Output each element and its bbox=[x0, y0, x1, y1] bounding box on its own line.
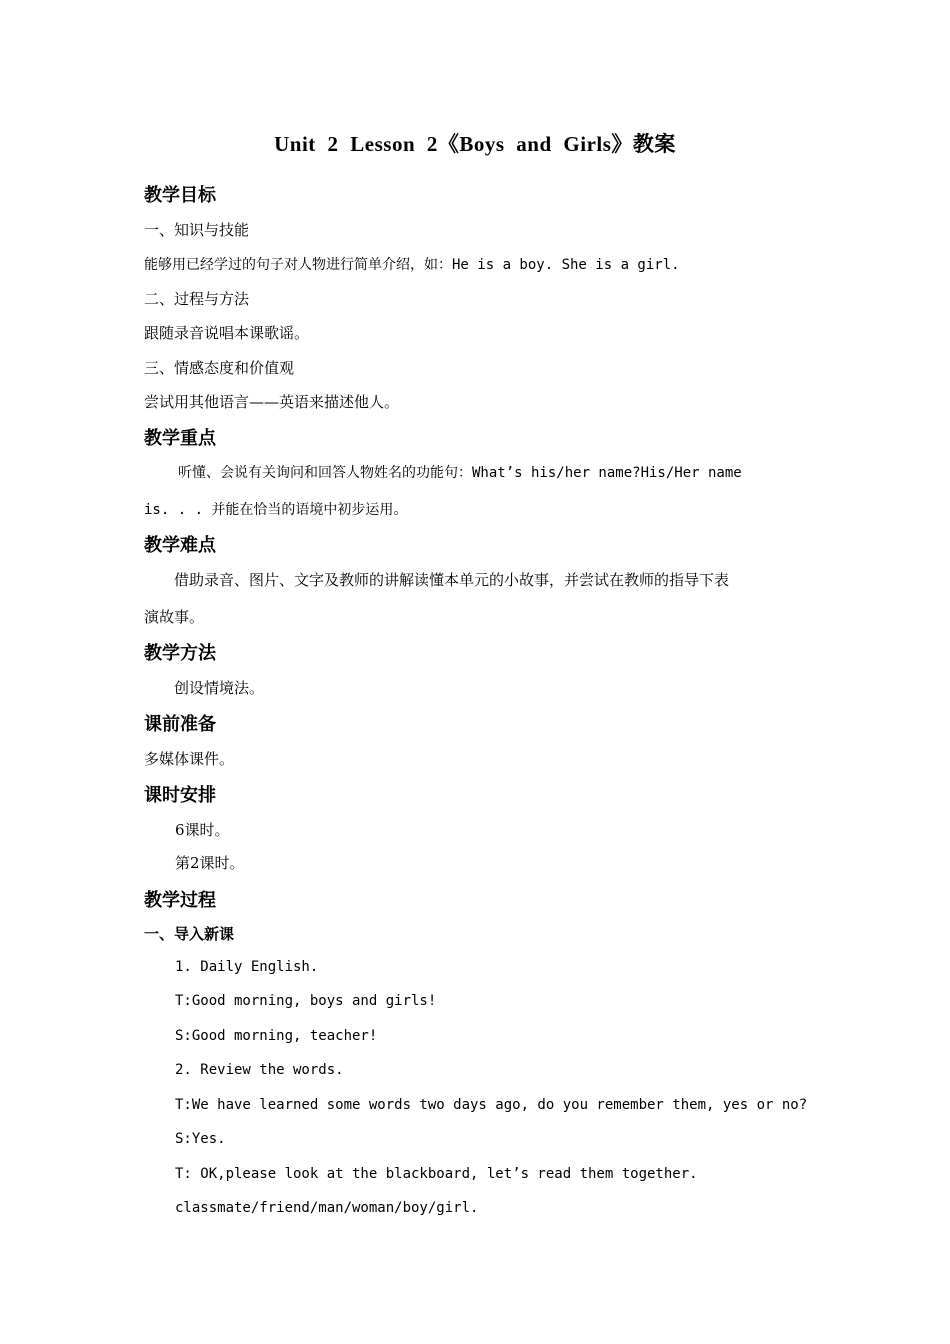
subheading-knowledge-skills: 一、知识与技能 bbox=[144, 221, 250, 239]
subheading-process-method: 二、过程与方法 bbox=[144, 290, 250, 308]
heading-schedule: 课时安排 bbox=[144, 785, 216, 806]
paragraph: is. . . 并能在恰当的语境中初步运用。 bbox=[144, 502, 408, 518]
paragraph: 6课时。 bbox=[175, 821, 230, 839]
document-title: Unit 2 Lesson 2《Boys and Girls》教案 bbox=[274, 132, 676, 156]
paragraph: classmate/friend/man/woman/boy/girl. bbox=[175, 1200, 479, 1216]
paragraph: S:Good morning, teacher! bbox=[175, 1028, 378, 1044]
heading-key-points: 教学重点 bbox=[144, 428, 216, 449]
heading-teaching-objectives: 教学目标 bbox=[144, 185, 216, 206]
paragraph: 能够用已经学过的句子对人物进行简单介绍，如：He is a boy. She is a girl. bbox=[144, 257, 680, 273]
heading-methods: 教学方法 bbox=[144, 643, 216, 664]
paragraph: 跟随录音说唱本课歌谣。 bbox=[144, 324, 310, 342]
paragraph: 2. Review the words. bbox=[175, 1062, 344, 1078]
heading-difficulties: 教学难点 bbox=[144, 535, 216, 556]
paragraph: 多媒体课件。 bbox=[144, 750, 235, 768]
paragraph: 尝试用其他语言——英语来描述他人。 bbox=[144, 393, 400, 411]
paragraph: 借助录音、图片、文字及教师的讲解读懂本单元的小故事，并尝试在教师的指导下表 bbox=[174, 571, 730, 589]
paragraph: 创设情境法。 bbox=[174, 679, 265, 697]
paragraph: T:We have learned some words two days ago, do you remember them, yes or no? bbox=[175, 1097, 808, 1113]
paragraph: 演故事。 bbox=[144, 608, 205, 626]
subheading-introduction: 一、导入新课 bbox=[144, 925, 235, 943]
subheading-attitude-values: 三、情感态度和价值观 bbox=[144, 359, 295, 377]
paragraph: 第2课时。 bbox=[175, 854, 245, 872]
paragraph: 1. Daily English. bbox=[175, 959, 319, 975]
paragraph: T: OK,please look at the blackboard, let’s read them together. bbox=[175, 1166, 698, 1182]
heading-preparation: 课前准备 bbox=[144, 714, 216, 735]
heading-teaching-process: 教学过程 bbox=[144, 890, 216, 911]
paragraph: S:Yes. bbox=[175, 1131, 226, 1147]
paragraph: 听懂、会说有关询问和回答人物姓名的功能句：What’s his/her name?His/Her name bbox=[178, 465, 742, 481]
paragraph: T:Good morning, boys and girls! bbox=[175, 993, 437, 1009]
